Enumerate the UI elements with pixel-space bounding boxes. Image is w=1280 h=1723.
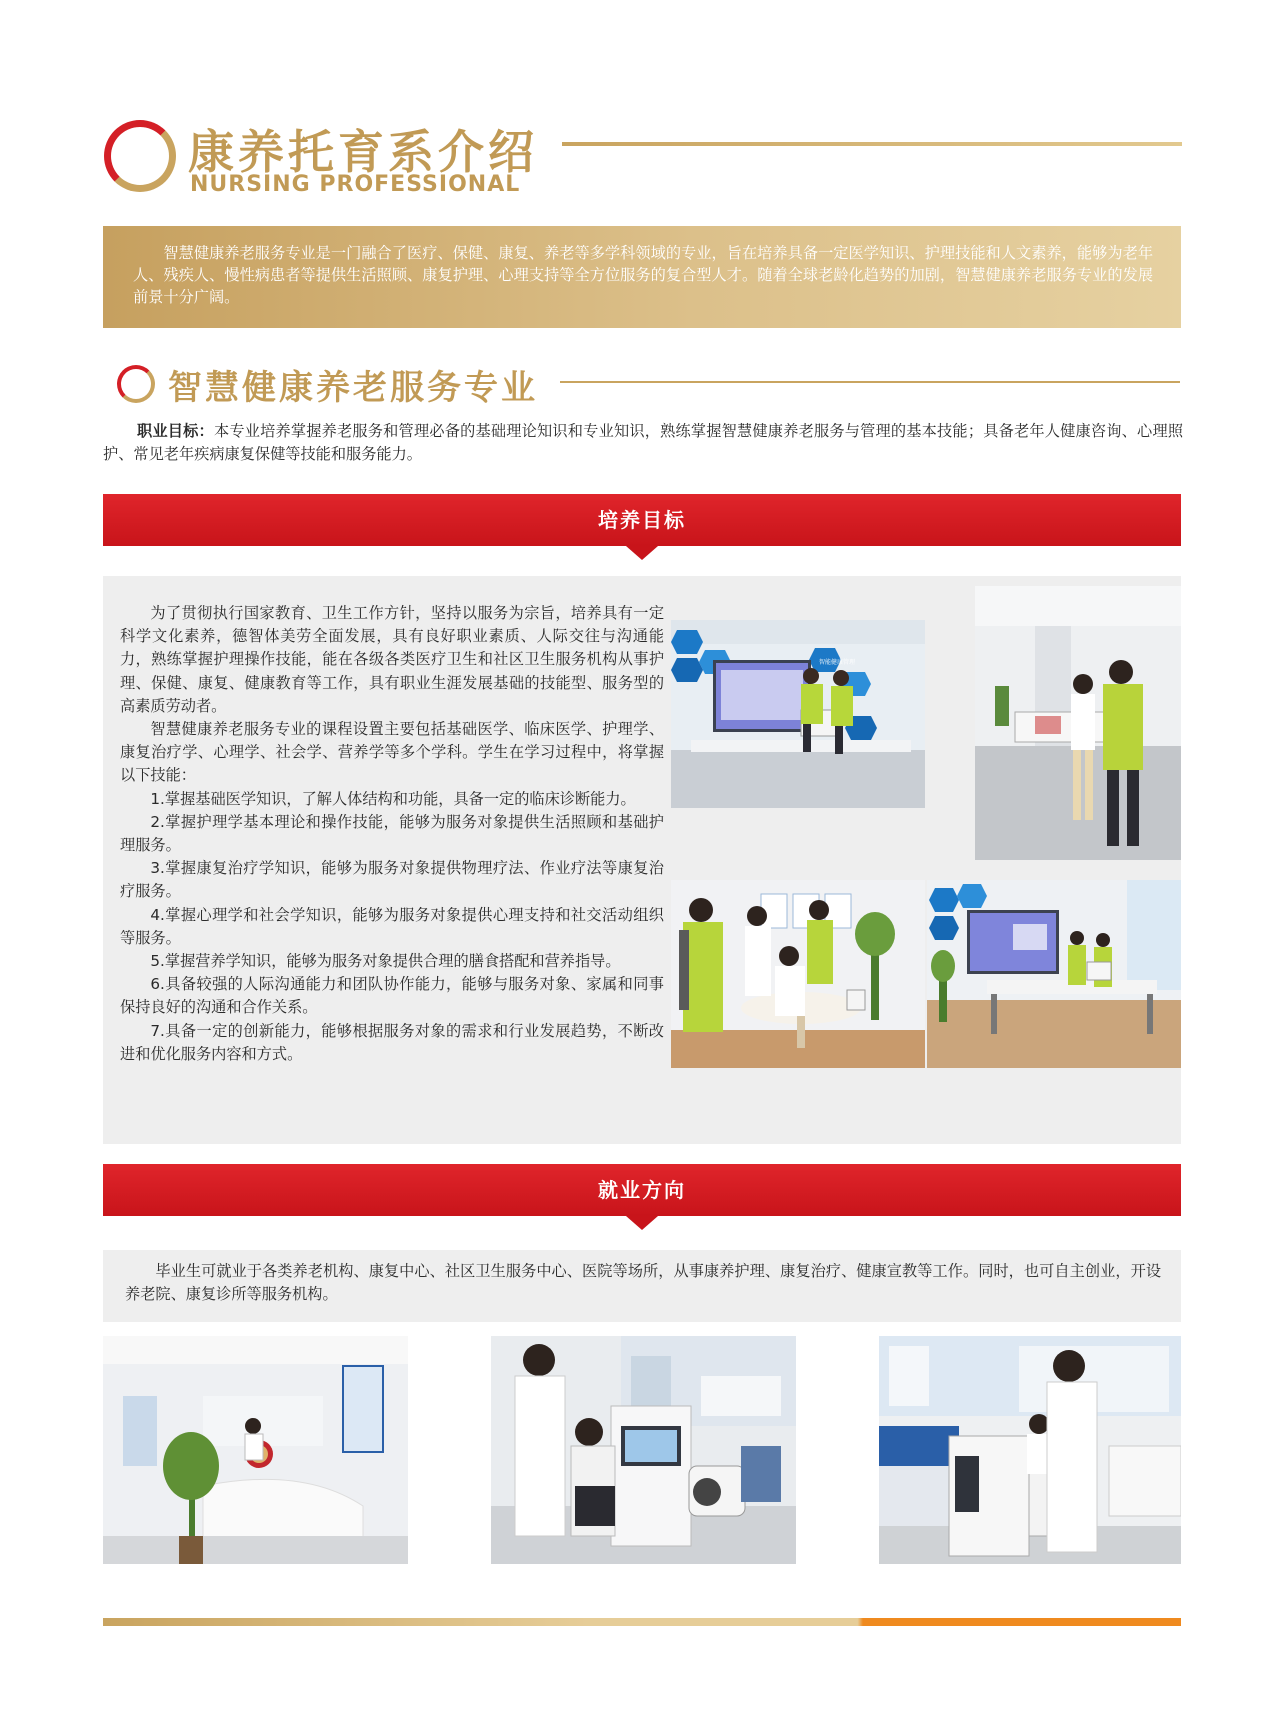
employment-banner-label: 就业方向 — [598, 1178, 686, 1202]
skill-item: 2.掌握护理学基本理论和操作技能，能够为服务对象提供生活照顾和基础护理服务。 — [120, 812, 664, 855]
employment-panel — [103, 1250, 1181, 1322]
skill-item: 1.掌握基础医学知识，了解人体结构和功能，具备一定的临床诊断能力。 — [150, 789, 636, 808]
training-para-1: 为了贯彻执行国家教育、卫生工作方针，坚持以服务为宗旨，培养具有一定科学文化素养，德智体美劳全面发展，具有良好职业素质、人际交往与沟通能力，熟练掌握护理操作技能，能在各级各类医疗卫生和社区卫生服务机构从事护理、保健、康复、健康教育等工作，具有职业生涯发展基础的技能型、服务型的高素质劳动者。 — [120, 604, 664, 715]
skill-item: 6.具备较强的人际沟通能力和团队协作能力，能够与服务对象、家属和同事保持良好的沟通和合作关系。 — [120, 975, 664, 1017]
skill-item: 5.掌握营养学知识，能够为服务对象提供合理的膳食搭配和营养指导。 — [150, 952, 621, 971]
training-photo-monitor-room — [927, 880, 1181, 1068]
training-photo-round-table — [671, 880, 925, 1068]
career-goal-label: 职业目标： — [137, 422, 214, 440]
employment-banner — [103, 1164, 1181, 1216]
career-goal — [103, 420, 1183, 466]
training-photo-classroom-screen — [671, 620, 925, 808]
employment-photo-health-kiosk — [491, 1336, 796, 1564]
page-title: 康养托育系介绍 — [188, 125, 538, 179]
employment-photo-ward-kiosk — [879, 1336, 1181, 1564]
career-goal-text: 本专业培养掌握养老服务和管理必备的基础理论知识和专业知识，熟练掌握智慧健康养老服务与管理的基本技能；具备老年人健康咨询、心理照护、常见老年疾病康复保健等技能和服务能力。 — [103, 422, 1184, 463]
skill-item: 3.掌握康复治疗学知识，能够为服务对象提供物理疗法、作业疗法等康复治疗服务。 — [120, 859, 664, 901]
page-subtitle: NURSING PROFESSIONAL — [190, 172, 521, 197]
training-para-2: 智慧健康养老服务专业的课程设置主要包括基础医学、临床医学、护理学、康复治疗学、心理学、社会学、营养学等多个学科。学生在学习过程中，将掌握以下技能： — [120, 720, 664, 785]
training-banner — [103, 494, 1181, 546]
intro-box — [103, 226, 1181, 328]
header-circle-logo — [104, 120, 176, 192]
training-text — [120, 602, 664, 1066]
skill-item: 7.具备一定的创新能力，能够根据服务对象的需求和行业发展趋势，不断改进和优化服务内容和方式。 — [120, 1021, 664, 1063]
major-circle-icon — [117, 365, 155, 403]
training-banner-label: 培养目标 — [598, 508, 686, 532]
training-photo-device-practice — [975, 586, 1181, 860]
skill-item: 4.掌握心理学和社会学知识，能够为服务对象提供心理支持和社交活动组织等服务。 — [120, 905, 664, 947]
intro-text: 智慧健康养老服务专业是一门融合了医疗、保健、康复、养老等多学科领域的专业，旨在培养具备一定医学知识、护理技能和人文素养，能够为老年人、残疾人、慢性病患者等提供生活照顾、康复护理、心理支持等全方位服务的复合型人才。随着全球老龄化趋势的加剧，智慧健康养老服务专业的发展前景十分广阔。 — [133, 244, 1153, 306]
training-banner-arrow — [626, 546, 658, 560]
employment-photo-reception — [103, 1336, 408, 1564]
header-divider — [562, 142, 1182, 146]
photo-sign-text: 智能健康管理 — [819, 659, 856, 666]
major-title: 智慧健康养老服务专业 — [168, 368, 538, 408]
employment-banner-arrow — [626, 1216, 658, 1230]
footer-bar — [103, 1618, 1181, 1626]
employment-text: 毕业生可就业于各类养老机构、康复中心、社区卫生服务中心、医院等场所，从事康养护理、康复治疗、健康宣教等工作。同时，也可自主创业，开设养老院、康复诊所等服务机构。 — [125, 1262, 1161, 1303]
major-divider — [560, 381, 1180, 383]
